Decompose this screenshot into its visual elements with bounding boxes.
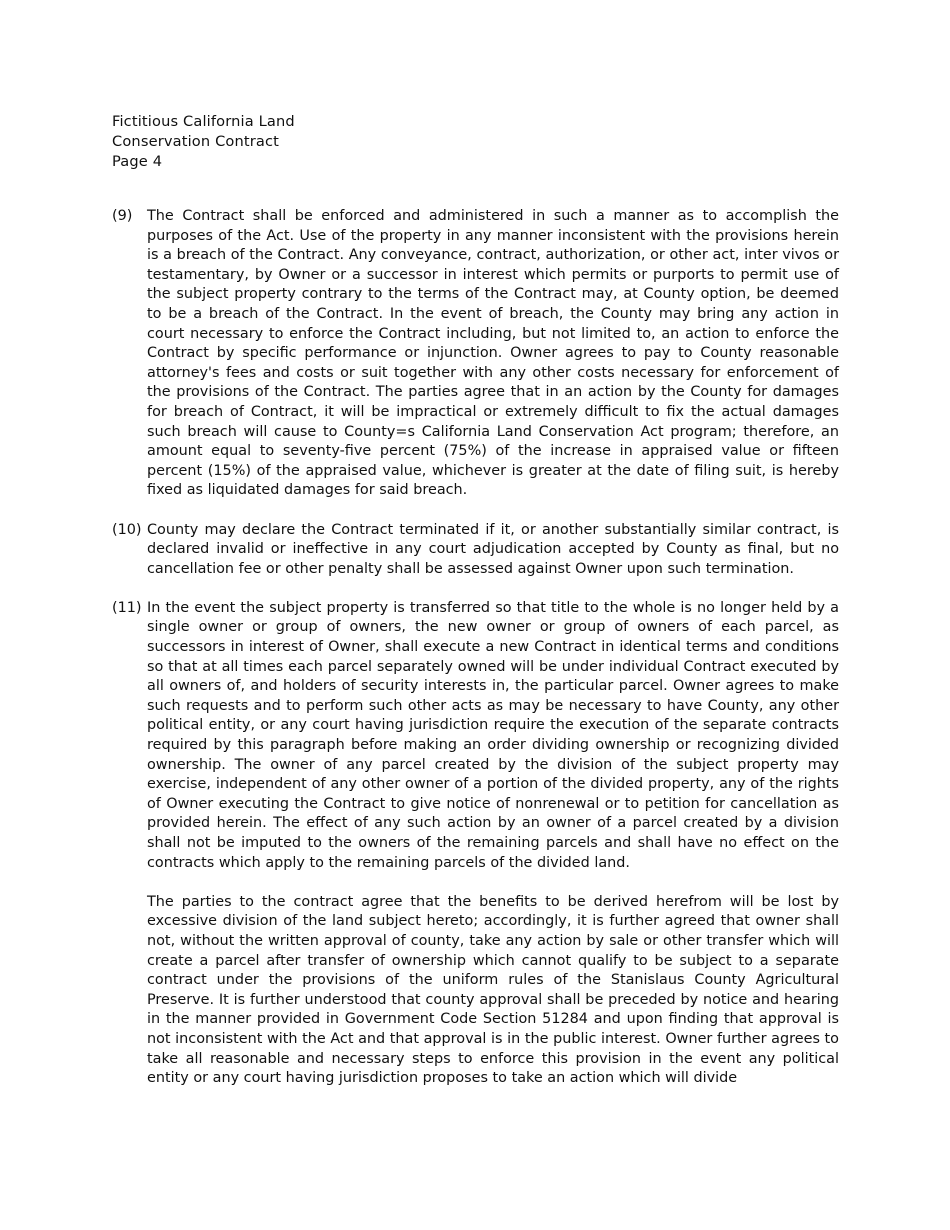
paragraph-number: (11) (112, 599, 142, 616)
paragraph-11-continuation (112, 893, 839, 1089)
paragraph-9 (112, 207, 839, 501)
paragraph-text: The parties to the contract agree that the benefits to be derived herefrom will be lost by excessive division of the land subject hereto; accordingly, it is further agreed that owner shall not, without the written approval of county, take any action by sale or other transfer which will create a parcel after transfer of ownership which cannot qualify to be subject to a separate contract under the provisions of the uniform rules of the Stanislaus County Agricultural Preserve. It is further understood that county approval shall be preceded by notice and hearing in the manner provided in Government Code Section 51284 and upon finding that approval is not inconsistent with the Act and that approval is in the public interest. Owner further agrees to take all reasonable and necessary steps to enforce this provision in the event any political entity or any court having jurisdiction proposes to take an action which will divide (147, 893, 839, 1087)
page-header (112, 112, 295, 172)
header-page-number: Page 4 (112, 153, 163, 170)
paragraph-11 (112, 599, 839, 873)
header-title-line-2: Conservation Contract (112, 133, 280, 150)
paragraph-number: (10) (112, 521, 142, 538)
paragraph-number: (9) (112, 208, 133, 224)
paragraph-text: County may declare the Contract terminated if it, or another substantially similar contract, is declared invalid or ineffective in any court adjudication accepted by County as final, but no cancellation fee or other penalty shall be assessed against Owner upon such termination. (147, 521, 839, 577)
paragraph-text: In the event the subject property is transferred so that title to the whole is no longer held by a single owner or group of owners, the new owner or group of owners of each parcel, as successors in interest of Owner, shall execute a new Contract in identical terms and conditions so that at all times each parcel separately owned will be under individual Contract executed by all owners of, and holders of security interests in, the particular parcel. Owner agrees to make such requests and to perform such other acts as may be necessary to have County, any other political entity, or any court having jurisdiction require the execution of the separate contracts required by this paragraph before making an order dividing ownership or recognizing divided ownership. The owner of any parcel created by the division of the subject property may exercise, independent of any other owner of a portion of the divided property, any of the rights of Owner executing the Contract to give notice of nonrenewal or to petition for cancellation as provided herein. The effect of any such action by an owner of a parcel created by a division shall not be imputed to the owners of the remaining parcels and shall have no effect on the contracts which apply to the remaining parcels of the divided land. (147, 599, 839, 871)
document-body (112, 207, 839, 1108)
header-title-line-1: Fictitious California Land (112, 113, 295, 130)
paragraph-10 (112, 521, 839, 580)
paragraph-text: The Contract shall be enforced and administered in such a manner as to accomplish the purposes of the Act. Use of the property in any manner inconsistent with the provisions herein is a breach of the Contract. Any conveyance, contract, authorization, or other act, inter vivos or testamentary, by Owner or a successor in interest which permits or purports to permit use of the subject property contrary to the terms of the Contract may, at County option, be deemed to be a breach of the Contract. In the event of breach, the County may bring any action in court necessary to enforce the Contract including, but not limited to, an action to enforce the Contract by specific performance or injunction. Owner agrees to pay to County reasonable attorney's fees and costs or suit together with any other costs necessary for enforcement of the provisions of the Contract. The parties agree that in an action by the County for damages for breach of Contract, it will be impractical or extremely difficult to fix the actual damages such breach will cause to County=s California Land Conservation Act program; therefore, an amount equal to seventy-five percent (75%) of the increase in appraised value or fifteen percent (15%) of the appraised value, whichever is greater at the date of filing suit, is hereby fixed as liquidated damages for said breach. (147, 208, 839, 499)
